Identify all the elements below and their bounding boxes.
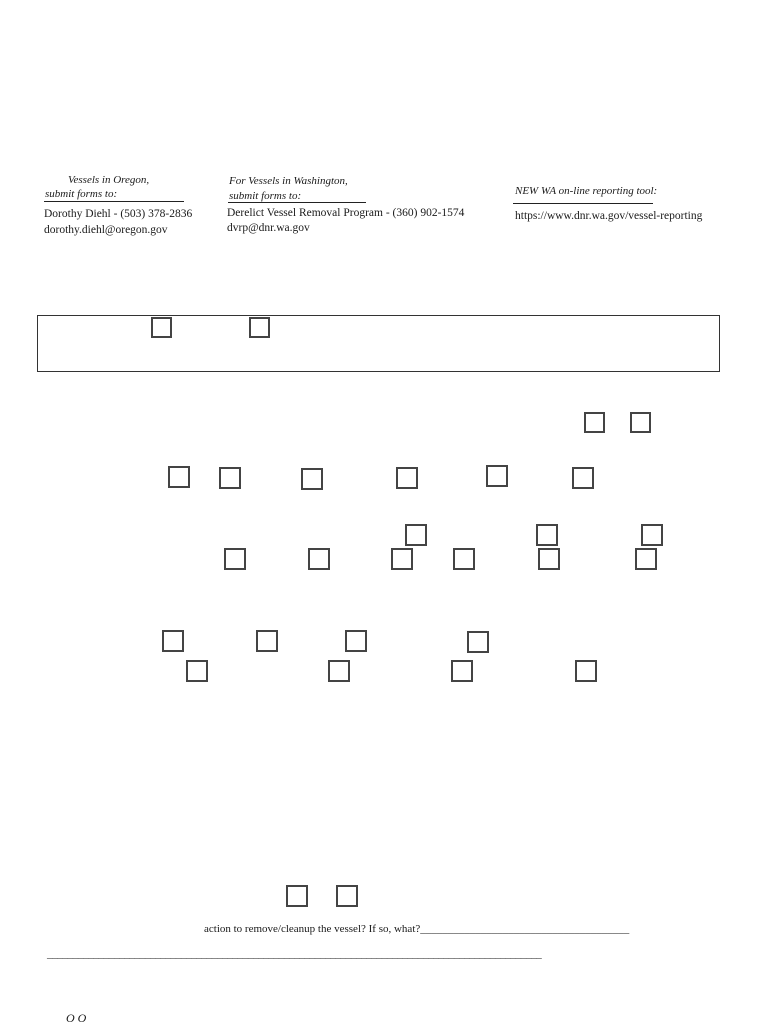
checkbox[interactable] [391, 548, 413, 570]
checkbox[interactable] [336, 885, 358, 907]
checkbox[interactable] [536, 524, 558, 546]
footer-marks: O O [66, 1011, 87, 1025]
checkbox[interactable] [345, 630, 367, 652]
checkbox[interactable] [575, 660, 597, 682]
wa-online-url[interactable]: https://www.dnr.wa.gov/vessel-reporting [515, 210, 703, 222]
checkbox[interactable] [405, 524, 427, 546]
cleanup-action-answer-line[interactable]: ________________________________________________________________________________________________ [47, 948, 542, 960]
checkbox[interactable] [249, 317, 270, 338]
checkbox[interactable] [286, 885, 308, 907]
checkbox[interactable] [224, 548, 246, 570]
checkbox[interactable] [584, 412, 605, 433]
wa-online-heading-rule [513, 203, 653, 204]
checkbox[interactable] [396, 467, 418, 489]
checkbox[interactable] [467, 631, 489, 653]
washington-heading-line1: For Vessels in Washington, [229, 175, 348, 187]
oregon-contact-line1: Dorothy Diehl - (503) 378-2836 [44, 208, 193, 220]
washington-contact-email: dvrp@dnr.wa.gov [227, 222, 310, 234]
oregon-contact-email: dorothy.diehl@oregon.gov [44, 224, 168, 236]
checkbox[interactable] [453, 548, 475, 570]
state-selection-box [37, 315, 720, 372]
checkbox[interactable] [641, 524, 663, 546]
washington-heading-rule [228, 202, 366, 203]
washington-contact-line1: Derelict Vessel Removal Program - (360) 902-1574 [227, 207, 465, 219]
checkbox[interactable] [151, 317, 172, 338]
wa-online-heading: NEW WA on-line reporting tool: [515, 185, 658, 197]
oregon-heading-rule [44, 201, 184, 202]
checkbox[interactable] [186, 660, 208, 682]
checkbox[interactable] [635, 548, 657, 570]
checkbox[interactable] [162, 630, 184, 652]
checkbox[interactable] [168, 466, 190, 488]
checkbox[interactable] [328, 660, 350, 682]
checkbox[interactable] [301, 468, 323, 490]
checkbox[interactable] [219, 467, 241, 489]
oregon-heading-line1: Vessels in Oregon, [68, 174, 150, 186]
checkbox[interactable] [572, 467, 594, 489]
checkbox[interactable] [486, 465, 508, 487]
cleanup-action-question: action to remove/cleanup the vessel? If so, what?______________________________________ [204, 923, 630, 935]
oregon-heading-line2: submit forms to: [45, 188, 118, 200]
washington-heading-line2: submit forms to: [229, 190, 302, 202]
checkbox[interactable] [630, 412, 651, 433]
checkbox[interactable] [256, 630, 278, 652]
checkbox[interactable] [451, 660, 473, 682]
checkbox[interactable] [308, 548, 330, 570]
checkbox[interactable] [538, 548, 560, 570]
